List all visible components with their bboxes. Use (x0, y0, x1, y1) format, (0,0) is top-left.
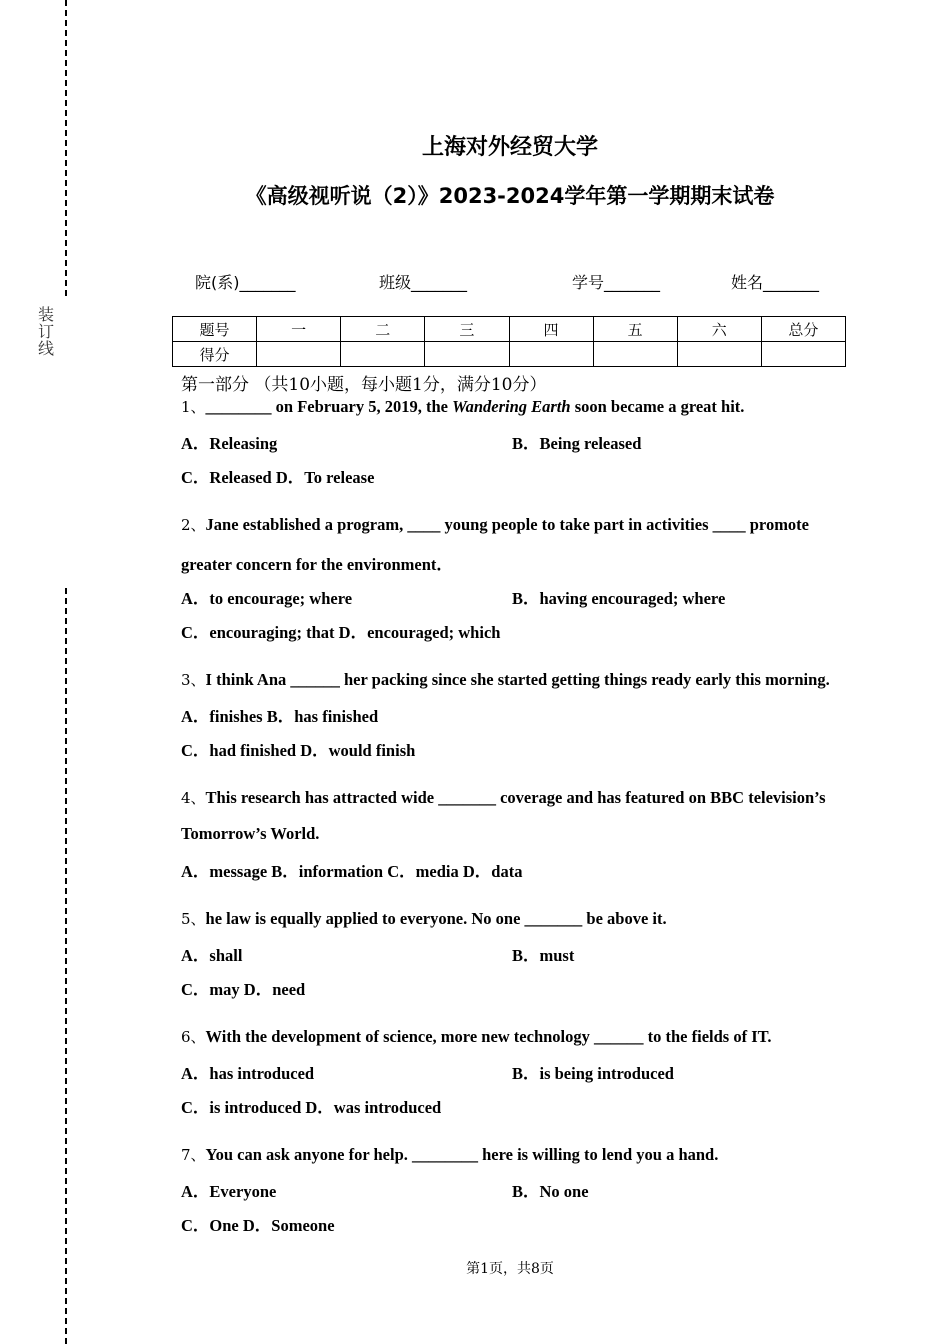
option-b: B．having encouraged; where (512, 589, 726, 608)
question-number: 4、 (181, 789, 206, 807)
option-c-d: C．is introduced D．was introduced (181, 1098, 442, 1117)
question-4-continued: Tomorrow’s World. (181, 824, 320, 843)
question-number: 5、 (181, 910, 206, 928)
question-7 (181, 1144, 718, 1165)
option-b: B．Being released (512, 434, 642, 453)
question-stem: With the development of science, more new technology ______ to the fields of IT. (205, 1027, 772, 1046)
binding-line-bottom (65, 588, 67, 1344)
question-stem: You can ask anyone for help. ________ here is willing to lend you a hand. (205, 1145, 719, 1164)
score-header-cell: 题号 (173, 317, 257, 342)
option-a: A．shall (181, 946, 243, 965)
question-5 (181, 908, 667, 929)
option-c-d: C．Released D．To release (181, 468, 375, 487)
option-c-d: C．may D．need (181, 980, 306, 999)
student-id-field: 学号_______ (572, 273, 661, 292)
department-field: 院(系)_______ (195, 273, 296, 292)
score-header-cell: 总分 (761, 317, 845, 342)
question-stem: This research has attracted wide _______ coverage and has featured on BBC television’s (205, 788, 826, 807)
score-table-score-row (173, 342, 846, 367)
name-field: 姓名_______ (731, 273, 820, 292)
option-b: B．must (512, 946, 575, 965)
score-cell (593, 342, 677, 367)
question-stem: he law is equally applied to everyone. No one _______ be above it. (205, 909, 667, 928)
score-table (172, 316, 846, 367)
score-header-cell: 三 (425, 317, 509, 342)
question-1 (181, 396, 744, 417)
score-table-header-row (173, 317, 846, 342)
score-header-cell: 六 (677, 317, 761, 342)
option-c-d: C．One D．Someone (181, 1216, 335, 1235)
score-cell (425, 342, 509, 367)
score-cell (509, 342, 593, 367)
question-number: 6、 (181, 1028, 206, 1046)
score-cell (677, 342, 761, 367)
question-6 (181, 1026, 772, 1047)
score-row-label: 得分 (173, 342, 257, 367)
university-title: 上海对外经贸大学 (421, 135, 598, 160)
question-number: 1、 (181, 398, 206, 416)
binding-label: 装订线 (37, 305, 54, 358)
option-a: A．to encourage; where (181, 589, 353, 608)
question-number: 7、 (181, 1146, 206, 1164)
question-number: 2、 (181, 516, 206, 534)
option-c-d: C．had finished D．would finish (181, 741, 416, 760)
option-b: B．is being introduced (512, 1064, 674, 1083)
question-stem-italic: Wandering Earth (452, 397, 571, 416)
option-a: A．Releasing (181, 434, 278, 453)
option-b: B．No one (512, 1182, 589, 1201)
section-title: 第一部分 （共10小题，每小题1分，满分10分） (181, 375, 547, 395)
score-cell (257, 342, 341, 367)
option-a-b: A．finishes B．has finished (181, 707, 379, 726)
score-cell (341, 342, 425, 367)
option-a: A．has introduced (181, 1064, 315, 1083)
question-2-continued: greater concern for the environment． (181, 555, 453, 574)
score-header-cell: 一 (257, 317, 341, 342)
option-a: A．Everyone (181, 1182, 277, 1201)
question-stem: I think Ana ______ her packing since she started getting things ready early this morning. (205, 670, 830, 689)
exam-title: 《高级视听说（2）》2023-2024学年第一学期期末试卷 (245, 184, 775, 208)
question-2 (181, 514, 809, 535)
option-a-d: A．message B．information C．media D．data (181, 862, 523, 881)
question-stem: soon became a great hit. (570, 397, 745, 416)
class-field: 班级_______ (379, 273, 468, 292)
page-footer: 第1页，共8页 (466, 1261, 554, 1277)
score-cell (761, 342, 845, 367)
score-header-cell: 五 (593, 317, 677, 342)
option-c-d: C．encouraging; that D．encouraged; which (181, 623, 501, 642)
score-header-cell: 二 (341, 317, 425, 342)
question-number: 3、 (181, 671, 206, 689)
score-header-cell: 四 (509, 317, 593, 342)
question-4 (181, 787, 826, 808)
question-stem: ________ on February 5, 2019, the (205, 397, 453, 416)
question-stem: Jane established a program, ____ young people to take part in activities ____ promote (205, 515, 810, 534)
question-3 (181, 669, 830, 690)
